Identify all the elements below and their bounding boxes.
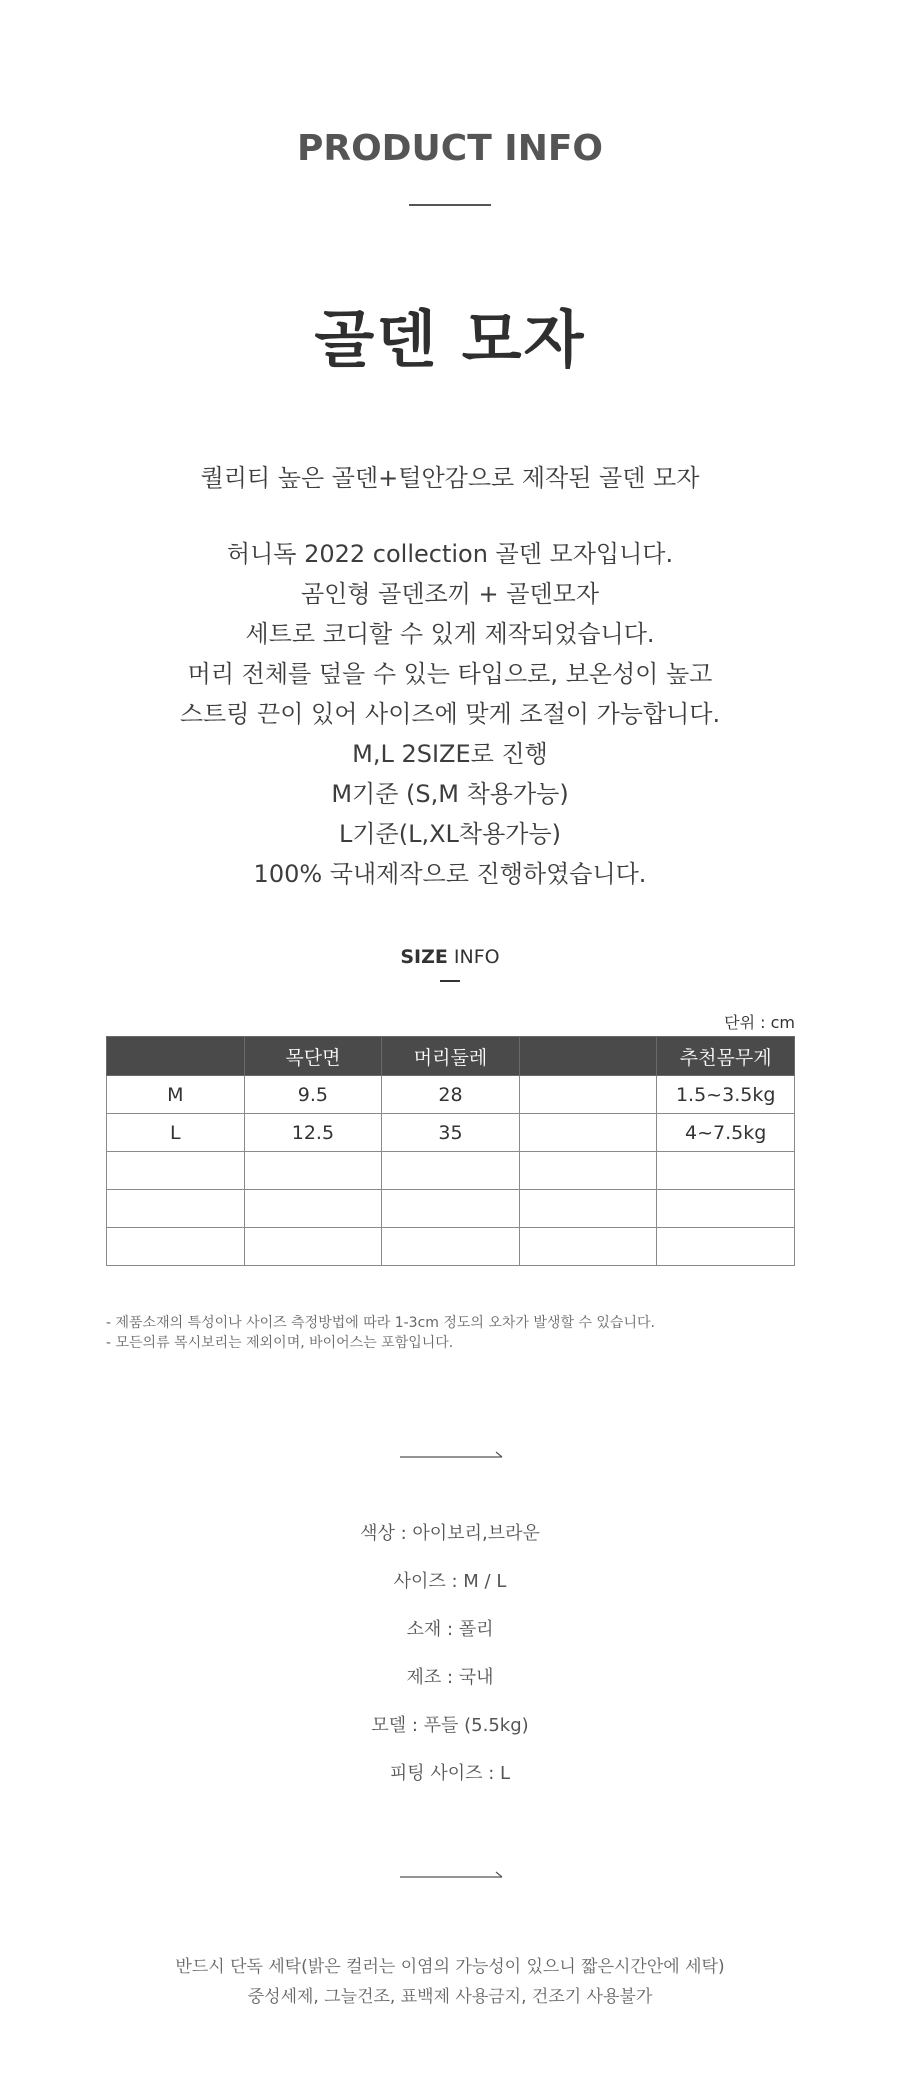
table-cell [657,1228,795,1266]
arrow-divider-icon [400,1869,504,1881]
column-header: 추천몸무게 [657,1037,795,1076]
table-row [107,1190,795,1228]
unit-label: 단위 : cm [724,1013,795,1032]
size-info-title-bold: SIZE [400,946,448,968]
table-cell [382,1190,520,1228]
size-info-title [0,946,900,968]
column-header: 머리둘레 [382,1037,520,1076]
table-cell [107,1228,245,1266]
column-header: 목단면 [244,1037,382,1076]
table-cell: L [107,1114,245,1152]
product-tagline: 퀄리티 높은 골덴+털안감으로 제작된 골덴 모자 [200,464,700,492]
table-cell [519,1228,657,1266]
title-divider [409,204,491,206]
care-instructions [0,1952,900,2012]
product-description [0,534,900,894]
column-header [107,1037,245,1076]
table-cell: 28 [382,1076,520,1114]
description-line: 곰인형 골덴조끼 + 골덴모자 [300,580,600,608]
product-specs [0,1520,900,1808]
spec-origin: 제조 : 국내 [406,1667,494,1688]
size-table [106,1036,795,1266]
table-cell [382,1152,520,1190]
table-cell [244,1228,382,1266]
table-cell: 4~7.5kg [657,1114,795,1152]
size-note: - 제품소재의 특성이나 사이즈 측정방법에 따라 1-3cm 정도의 오차가 발생할 수 있습니다. [106,1315,655,1331]
product-name: 골덴 모자 [314,303,586,376]
spec-size: 사이즈 : M / L [393,1571,507,1592]
table-cell [107,1190,245,1228]
table-row [107,1114,795,1152]
table-cell [244,1152,382,1190]
description-line: M기준 (S,M 착용가능) [331,780,569,808]
size-note: - 모든의류 목시보리는 제외이며, 바이어스는 포함입니다. [106,1335,454,1351]
spec-material: 소재 : 폴리 [406,1619,494,1640]
table-cell [519,1114,657,1152]
table-cell: 12.5 [244,1114,382,1152]
table-cell [657,1190,795,1228]
description-line: 스트링 끈이 있어 사이즈에 맞게 조절이 가능합니다. [179,700,721,728]
table-cell: M [107,1076,245,1114]
size-notes [106,1313,655,1353]
table-cell: 9.5 [244,1076,382,1114]
table-cell [519,1076,657,1114]
table-cell [519,1152,657,1190]
spec-color: 색상 : 아이보리,브라운 [360,1523,540,1544]
description-line: 세트로 코디할 수 있게 제작되었습니다. [245,620,655,648]
description-line: 100% 국내제작으로 진행하였습니다. [253,860,647,888]
description-line: 머리 전체를 덮을 수 있는 타입으로, 보온성이 높고 [187,660,713,688]
table-row [107,1152,795,1190]
care-line: 반드시 단독 세탁(밝은 컬러는 이염의 가능성이 있으니 짧은시간안에 세탁) [175,1957,725,1977]
table-cell [657,1152,795,1190]
care-line: 중성세제, 그늘건조, 표백제 사용금지, 건조기 사용불가 [247,1987,653,2007]
table-cell [519,1190,657,1228]
description-line: L기준(L,XL착용가능) [338,820,561,848]
table-header-row [107,1037,795,1076]
description-line: 허니독 2022 collection 골덴 모자입니다. [226,540,674,568]
column-header [519,1037,657,1076]
table-cell [382,1228,520,1266]
table-cell: 35 [382,1114,520,1152]
table-row [107,1228,795,1266]
section-title: PRODUCT INFO [296,128,604,169]
arrow-divider-icon [400,1449,504,1461]
size-info-divider [440,980,460,982]
table-cell: 1.5~3.5kg [657,1076,795,1114]
description-line: M,L 2SIZE로 진행 [352,740,548,768]
table-row [107,1076,795,1114]
spec-fitting-size: 피팅 사이즈 : L [389,1763,511,1784]
table-cell [244,1190,382,1228]
spec-model: 모델 : 푸들 (5.5kg) [371,1715,529,1736]
size-info-title-rest: INFO [447,946,500,968]
table-cell [107,1152,245,1190]
